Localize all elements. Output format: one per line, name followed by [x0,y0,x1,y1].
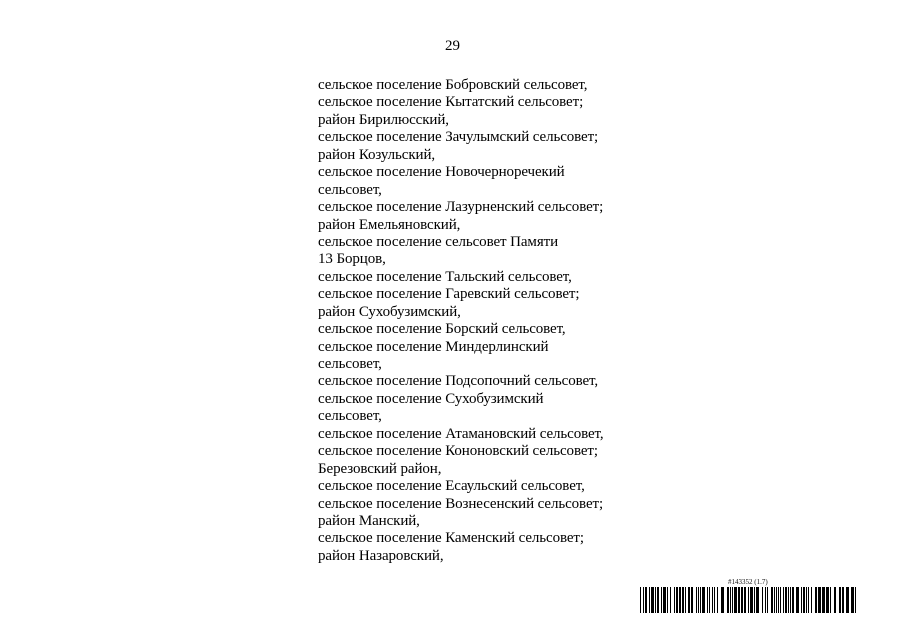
text-line: сельское поселение Гаревский сельсовет; [318,286,580,303]
text-line: сельское поселение Лазурненский сельсовет; [318,199,604,216]
barcode-bar [707,587,708,613]
barcode-bar [709,587,710,613]
barcode-bar [839,587,841,613]
text-block [318,77,678,565]
barcode-bar [685,587,686,613]
barcode-bar [741,587,743,613]
barcode-bar [796,587,799,613]
barcode-bar [732,587,733,613]
barcode-bar [679,587,681,613]
barcode-bar [803,587,805,613]
text-line: сельсовет, [318,181,382,198]
barcode-bar [640,587,641,613]
barcode-bar [730,587,731,613]
text-line: сельское поселение Новочерноречекий [318,164,565,181]
text-line: Березовский район, [318,460,442,477]
barcode-bar [712,587,713,613]
text-line: сельское поселение Есаульский сельсовет, [318,478,585,495]
barcode-bar [834,587,836,613]
barcode-bar [674,587,675,613]
barcode-bar [698,587,699,613]
barcode-bar [846,587,849,613]
barcode-bar [806,587,807,613]
barcode-bar [792,587,794,613]
barcode-bar [818,587,821,613]
text-line: район Сухобузимский, [318,303,461,320]
text-line: сельское поселение Сухобузимский [318,390,544,407]
barcode-bar [767,587,768,613]
barcode-bar [663,587,666,613]
barcode-bar [780,587,781,613]
barcode-bar [756,587,759,613]
barcode-bar [657,587,659,613]
barcode [640,578,858,614]
barcode-bar [842,587,844,613]
text-line: сельское поселение Кононовский сельсовет; [318,443,598,460]
barcode-bar [826,587,829,613]
barcode-bar [748,587,749,613]
barcode-bar [783,587,784,613]
barcode-bar [721,587,724,613]
barcode-bar [688,587,690,613]
barcode-bar [734,587,737,613]
barcode-bar [771,587,773,613]
barcode-bar [696,587,697,613]
text-line: сельсовет, [318,356,382,372]
barcode-bar [667,587,668,613]
barcode-bar [778,587,779,613]
barcode-bar [776,587,777,613]
barcode-bar [682,587,684,613]
barcode-bar [754,587,755,613]
text-line: сельское поселение Кытатский сельсовет; [318,94,584,111]
barcode-bar [670,587,671,613]
barcode-bar [738,587,740,613]
barcode-bar [808,587,809,613]
barcode-bar [676,587,678,613]
barcode-bar [661,587,662,613]
text-line: сельсовет, [318,408,382,425]
text-line: сельское поселение Вознесенский сельсовет; [318,495,604,512]
text-line: сельское поселение Подсопочний сельсовет, [318,373,599,390]
barcode-bar [811,587,812,613]
barcode-caption: #143352 (1.7) [728,578,768,586]
barcode-bar [744,587,746,613]
text-line: район Назаровский, [318,547,444,564]
text-line: район Козульский, [318,146,436,163]
text-line: район Емельяновский, [318,216,461,233]
text-line: 13 Борцов, [318,251,386,268]
text-line: сельское поселение Атамановский сельсовет, [318,425,604,442]
barcode-bar [774,587,775,613]
barcode-bar [762,587,763,613]
barcode-bar [702,587,705,613]
text-line: сельское поселение Борский сельсовет, [318,321,566,338]
text-line: сельское поселение Бобровский сельсовет, [318,77,588,93]
barcode-bar [851,587,854,613]
barcode-bar [765,587,766,613]
text-line: район Манский, [318,512,420,529]
barcode-bar [700,587,701,613]
barcode-bar [788,587,789,613]
barcode-bar [651,587,654,613]
barcode-bar [750,587,753,613]
barcode-bar [815,587,817,613]
barcode-bar [855,587,856,613]
barcode-bars [640,587,858,613]
page-number: 29 [445,38,460,54]
barcode-bar [649,587,650,613]
text-line: сельское поселение Миндерлинский [318,338,549,355]
barcode-bar [655,587,656,613]
text-line: сельское поселение Зачулымский сельсовет; [318,129,599,146]
barcode-bar [691,587,693,613]
text-line: сельское поселение Тальский сельсовет, [318,268,572,285]
barcode-bar [822,587,825,613]
barcode-bar [801,587,802,613]
barcode-bar [830,587,831,613]
text-line: район Бирилюсский, [318,111,449,128]
barcode-bar [645,587,647,613]
barcode-bar [714,587,715,613]
barcode-bar [717,587,718,613]
barcode-bar [785,587,787,613]
text-line: сельское поселение сельсовет Памяти [318,233,559,250]
barcode-bar [727,587,729,613]
barcode-bar [643,587,644,613]
barcode-bar [790,587,791,613]
text-line: сельское поселение Каменский сельсовет; [318,530,584,547]
